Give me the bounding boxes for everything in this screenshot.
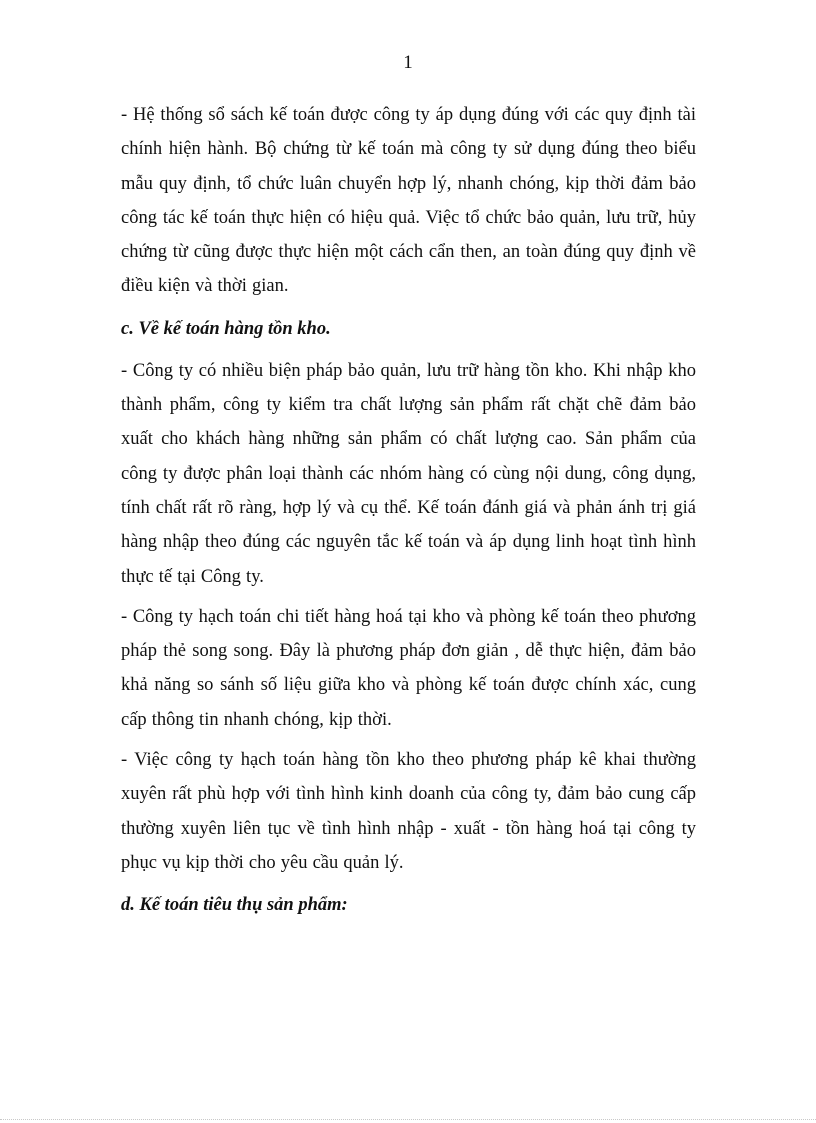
section-heading-inventory-accounting: c. Về kế toán hàng tồn kho. (121, 318, 331, 339)
paragraph-inventory-measures: - Công ty có nhiều biện pháp bảo quản, lưu trữ hàng tồn kho. Khi nhập kho thành phẩm, công ty kiểm tra chất lượng sản phẩm rất chặt chẽ đảm bảo xuất cho khách hàng những sản phẩm có chất lượng cao. Sản phẩm của công ty được phân loại thành các nhóm hàng có cùng nội dung, công dụng, tính chất rất rõ ràng, hợp lý và cụ thể. Kế toán đánh giá và phản ánh trị giá hàng nhập theo đúng các nguyên tắc kế toán và áp dụng linh hoạt tình hình thực tế tại Công ty. (121, 360, 696, 587)
paragraph-accounting-books: - Hệ thống sổ sách kế toán được công ty áp dụng đúng với các quy định tài chính hiện hành. Bộ chứng từ kế toán mà công ty sử dụng đúng theo biểu mẫu quy định, tổ chức luân chuyển hợp lý, nhanh chóng, kịp thời đảm bảo công tác kế toán thực hiện có hiệu quả. Việc tổ chức bảo quản, lưu trữ, hủy chứng từ cũng được thực hiện một cách cẩn then, an toàn đúng quy định về điều kiện và thời gian. (121, 105, 696, 297)
section-heading-product-sales-accounting: d. Kế toán tiêu thụ sản phẩm: (121, 895, 348, 916)
page-bottom-divider (0, 1119, 816, 1120)
page-number: 1 (403, 52, 413, 73)
paragraph-perpetual-inventory: - Việc công ty hạch toán hàng tồn kho theo phương pháp kê khai thường xuyên rất phù hợp với tình hình kinh doanh của công ty, đảm bảo cung cấp thường xuyên liên tục về tình hình nhập - xuất - tồn hàng hoá tại công ty phục vụ kịp thời cho yêu cầu quản lý. (121, 750, 696, 873)
document-body (121, 98, 696, 922)
paragraph-parallel-card-method: - Công ty hạch toán chi tiết hàng hoá tại kho và phòng kế toán theo phương pháp thẻ song song. Đây là phương pháp đơn giản , dễ thực hiện, đảm bảo khả năng so sánh số liệu giữa kho và phòng kế toán được chính xác, cung cấp thông tin nhanh chóng, kịp thời. (121, 606, 696, 730)
